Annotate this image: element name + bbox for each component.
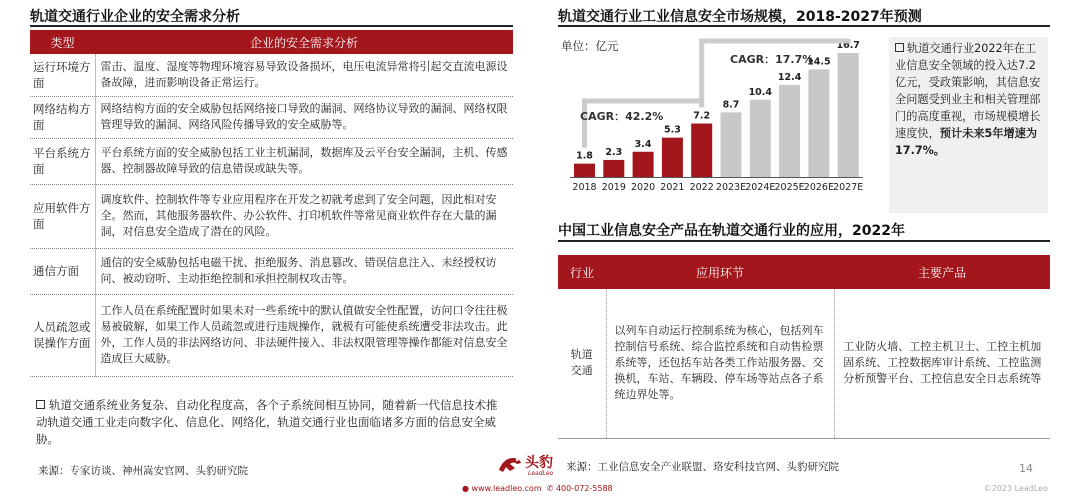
data-label-2019: 2.3 (605, 146, 623, 158)
chart-title: 轨道交通行业工业信息安全市场规模，2018-2027年预测 (558, 9, 922, 25)
data-label-2026E: 14.5 (807, 56, 831, 68)
market-size-chart (560, 30, 885, 212)
footer-brand-en: LeadLeo (528, 470, 554, 477)
footer-contact (462, 484, 613, 493)
bar-2018 (574, 164, 595, 177)
left-note (36, 397, 506, 448)
left-title-rule (30, 25, 513, 27)
security-needs-table (30, 30, 513, 377)
globe-icon: ● (462, 484, 469, 493)
chart-title-rule (558, 25, 1050, 27)
header-analysis: 企业的安全需求分析 (95, 30, 513, 54)
phone-icon: ✆ (546, 484, 554, 493)
application-table (558, 255, 1050, 439)
table-title-rule (558, 240, 1050, 242)
bar-2026E (808, 69, 829, 177)
footer-brand: 头豹 (525, 455, 553, 471)
data-label-2027E: 16.7 (836, 40, 860, 51)
cell-industry: 轨道交通 (558, 289, 606, 438)
table-title: 中国工业信息安全产品在轨道交通行业的应用，2022年 (558, 223, 905, 239)
bar-2021 (662, 138, 683, 177)
cagr-label-1: CAGR：42.2% (580, 110, 664, 123)
left-section-title: 轨道交通行业企业的安全需求分析 (30, 9, 240, 25)
data-label-2020: 3.4 (634, 138, 652, 150)
row-desc: 工作人员在系统配置时如果未对一些系统中的默认值做安全性配置，访问口令往往极易被破解，如果工作人员疏忽或进行违规操作，就极有可能使系统遭受非法攻击。此外，工作人员的非法网络访问、非法硬件接入、非法权限管理等操作都能对信息安全造成巨大威胁。 (95, 294, 513, 376)
leopard-logo-icon (497, 454, 523, 476)
tick-label-2027E: 2027E (833, 182, 864, 193)
cagr-label-2: CAGR：17.7% (730, 53, 814, 66)
checkbox-bullet-icon (36, 400, 45, 409)
side-note (889, 37, 1048, 213)
tick-label-2022: 2022 (689, 182, 714, 193)
row-desc: 网络结构方面的安全威胁包括网络接口导致的漏洞、网络协议导致的漏洞、网络权限管理导致的漏洞、网络风险传播导致的安全威胁等。 (95, 96, 513, 138)
row-type: 通信方面 (30, 248, 95, 294)
bar-2019 (603, 160, 624, 177)
table-row (30, 294, 513, 376)
side-note-text: 轨道交通行业2022年在工业信息安全领域的投入达7.2亿元，受政策影响，其信息安全问题受到业主和相关管理部门的高度重视，市场规模增长速度快， (895, 42, 1041, 140)
page-number: 14 (1019, 462, 1033, 475)
cell-application: 以列车自动运行控制系统为核心，包括列车控制信号系统、综合监控系统和自动售检票系统等，还包括车站各类工作站服务器、交换机，车站、车辆段、停车场等站点各子系统边界处等。 (606, 289, 834, 438)
row-type: 人员疏忽或误操作方面 (30, 294, 95, 376)
tick-label-2018: 2018 (572, 182, 597, 193)
right-source: 来源：工业信息安全产业联盟、珞安科技官网、头豹研究院 (566, 461, 839, 473)
left-note-text: 轨道交通系统业务复杂、自动化程度高，各个子系统间相互协同，随着新一代信息技术推动轨道交通工业走向数字化、信息化、网络化，轨道交通行业也面临诸多方面的信息安全威胁。 (36, 398, 498, 446)
bar-2022 (691, 124, 712, 177)
table-row (30, 54, 513, 96)
row-desc: 雷击、温度、湿度等物理环境容易导致设备损坏，电压电流异常将引起交直流电源设备故障，进而影响设备正常运行。 (95, 54, 513, 96)
cell-products: 工业防火墙、工控主机卫士、工控主机加固系统、工控数据库审计系统、工控监测分析预警平台、工控信息安全日志系统等 (834, 289, 1050, 438)
footer-website[interactable]: www.leadleo.com (471, 484, 542, 493)
bar-2020 (633, 152, 654, 177)
table-row (30, 184, 513, 248)
row-desc: 通信的安全威胁包括电磁干扰、拒绝服务、消息篡改、错误信息注入、未经授权访问、被动窃听、主动拒绝控制和承担控制权攻击等。 (95, 248, 513, 294)
table-row (558, 289, 1050, 438)
table-row (30, 248, 513, 294)
data-label-2021: 5.3 (663, 124, 681, 136)
header-industry: 行业 (558, 255, 606, 289)
data-label-2024E: 10.4 (748, 86, 773, 98)
data-label-2025E: 12.4 (777, 71, 802, 83)
header-type: 类型 (30, 30, 95, 54)
bar-2023E (721, 112, 742, 177)
bar-2024E (750, 100, 771, 177)
footer-phone: 400-072-5588 (555, 484, 613, 493)
header-products: 主要产品 (834, 255, 1050, 289)
side-note-bold: 预计未来5年增速为17.7%。 (895, 127, 1038, 157)
row-type: 网络结构方面 (30, 96, 95, 138)
checkbox-bullet-icon (895, 43, 904, 52)
bar-2025E (779, 85, 800, 177)
unit-label: 单位：亿元 (561, 39, 619, 53)
tick-label-2023E: 2023E (715, 182, 747, 193)
row-desc: 调度软件、控制软件等专业应用程序在开发之初就考虑到了安全问题，因此相对安全。然而，其他服务器软件、办公软件、打印机软件等常见商业软件存在大量的漏洞，对信息安全造成了潜在的风险。 (95, 184, 513, 248)
row-type: 平台系统方面 (30, 138, 95, 184)
tick-label-2025E: 2025E (774, 182, 805, 193)
footer-copyright: ©2023 LeadLeo (983, 484, 1048, 493)
row-desc: 平台系统方面的安全威胁包括工业主机漏洞，数据库及云平台安全漏洞，主机、传感器、控制器故障导致的信息错误或缺失等。 (95, 138, 513, 184)
tick-label-2020: 2020 (631, 182, 656, 193)
data-label-2022: 7.2 (693, 110, 711, 122)
tick-label-2019: 2019 (601, 182, 626, 193)
table-header-row (558, 255, 1050, 289)
tick-label-2021: 2021 (660, 182, 685, 193)
data-label-2018: 1.8 (576, 150, 593, 162)
header-application: 应用环节 (606, 255, 834, 289)
bar-2027E (838, 53, 859, 177)
tick-label-2026E: 2026E (803, 182, 834, 193)
row-type: 运行环境方面 (30, 54, 95, 96)
data-label-2023E: 8.7 (722, 99, 740, 111)
table-row (30, 96, 513, 138)
row-type: 应用软件方面 (30, 184, 95, 248)
table-header-row (30, 30, 513, 54)
left-source: 来源：专家访谈、神州嵩安官网、头豹研究院 (38, 465, 248, 477)
tick-label-2024E: 2024E (745, 182, 776, 193)
table-row (30, 138, 513, 184)
